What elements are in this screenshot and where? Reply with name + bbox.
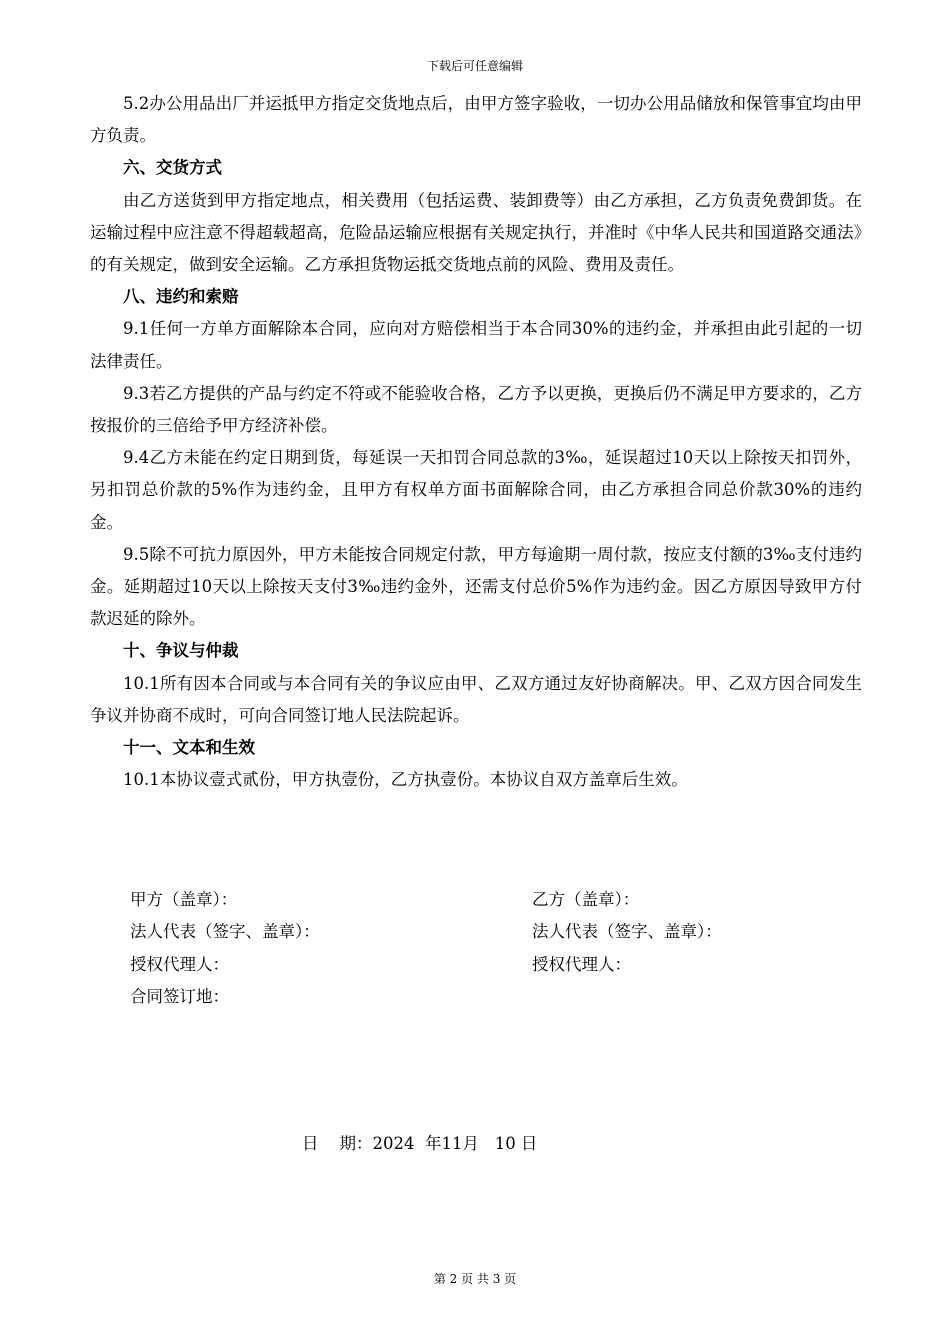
heading-dispute-arbitration: 十、争议与仲裁 (123, 641, 239, 661)
signing-place: 合同签订地： (130, 987, 229, 1007)
party-b-seal: 乙方（盖章）： (532, 890, 640, 909)
clause-9-5: 9.5除不可抗力原因外，甲方未能按合同规定付款，甲方每逾期一周付款，按应支付额的3‰支付违约金。延期超过10天以上除按天支付3‰违约金外，还需支付总价5%作为违约金。因乙方原因导致甲方付款迟延的除外。 (90, 544, 862, 629)
page-header: 下载后可任意编辑 (426, 59, 523, 73)
signature-block (130, 884, 850, 1014)
clause-9-3: 9.3若乙方提供的产品与约定不符或不能验收合格，乙方予以更换，更换后仍不满足甲方要求的，乙方按报价的三倍给予甲方经济补偿。 (90, 383, 862, 436)
document-body (90, 88, 862, 796)
delivery-method-text: 由乙方送货到甲方指定地点，相关费用（包括运费、装卸费等）由乙方承担，乙方负责免费卸货。在运输过程中应注意不得超载超高，危险品运输应根据有关规定执行，并准时《中华人民共和国道路交通法》的有关规定，做到安全运输。乙方承担货物运抵交货地点前的风险、费用及责任。 (90, 190, 862, 275)
heading-breach-claims: 八、违约和索赔 (123, 287, 239, 307)
clause-10-1-dispute: 10.1所有因本合同或与本合同有关的争议应由甲、乙双方通过友好协商解决。甲、乙双方因合同发生争议并协商不成时，可向合同签订地人民法院起诉。 (90, 673, 862, 725)
clause-9-4: 9.4乙方未能在约定日期到货，每延误一天扣罚合同总款的3‰，延误超过10天以上除按天扣罚外，另扣罚总价款的5%作为违约金，且甲方有权单方面书面解除合同，由乙方承担合同总价款30%的违约金。 (90, 448, 862, 532)
party-a-agent: 授权代理人： (130, 954, 229, 974)
party-b-representative: 法人代表（签字、盖章）： (532, 922, 722, 942)
representative-row (130, 916, 850, 948)
clause-9-1: 9.1任何一方单方面解除本合同，应向对方赔偿相当于本合同30%的违约金，并承担由此引起的一切法律责任。 (90, 319, 862, 371)
signing-date: 日 期：2024 年11月 10 日 (302, 1134, 538, 1153)
party-a-seal: 甲方（盖章）： (130, 890, 238, 909)
clause-5-2: 5.2办公用品出厂并运抵甲方指定交货地点后，由甲方签字验收，一切办公用品储放和保管事宜均由甲方负责。 (90, 94, 862, 146)
seal-row (130, 884, 850, 916)
heading-text-effectiveness: 十一、文本和生效 (123, 738, 255, 758)
party-b-agent: 授权代理人： (532, 954, 631, 974)
party-a-representative: 法人代表（签字、盖章）： (130, 922, 320, 942)
clause-10-1-copies: 10.1本协议壹式贰份，甲方执壹份，乙方执壹份。本协议自双方盖章后生效。 (123, 770, 688, 790)
place-row (130, 981, 850, 1013)
heading-delivery-method: 六、交货方式 (123, 158, 222, 178)
page-number: 第 2 页 共 3 页 (433, 1272, 517, 1286)
agent-row (130, 949, 850, 981)
